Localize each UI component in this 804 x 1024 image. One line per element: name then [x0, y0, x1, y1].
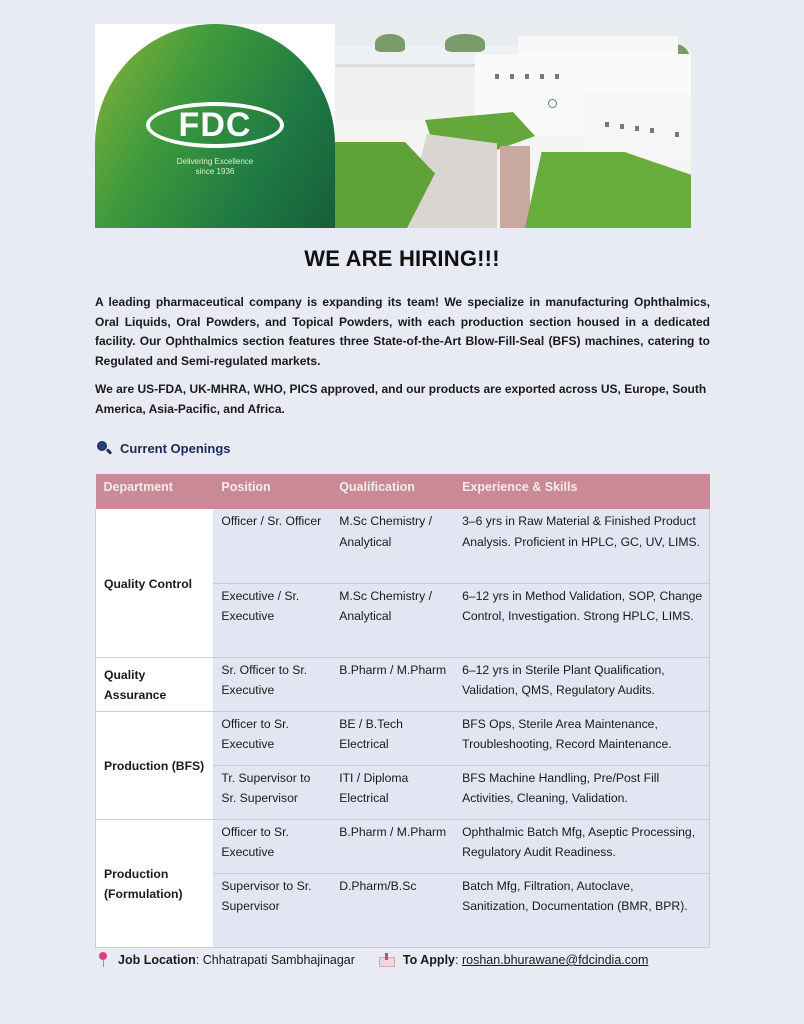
position-cell: Officer / Sr. Officer	[213, 509, 331, 583]
photo-window	[620, 124, 624, 129]
table-row	[96, 711, 710, 765]
photo-window	[650, 128, 654, 133]
label-colon: :	[455, 953, 462, 967]
header-qualification: Qualification	[331, 474, 454, 509]
header-department: Department	[96, 474, 214, 509]
position-cell: Officer to Sr. Executive	[213, 711, 331, 765]
table-row	[96, 509, 710, 583]
mail-icon	[379, 953, 395, 967]
logo-text: FDC	[178, 105, 252, 144]
experience-cell: BFS Machine Handling, Pre/Post Fill Activities, Cleaning, Validation.	[454, 765, 709, 819]
qualification-cell: M.Sc Chemistry / Analytical	[331, 583, 454, 657]
qualification-cell: B.Pharm / M.Pharm	[331, 657, 454, 711]
page-title: WE ARE HIRING!!!	[304, 246, 500, 271]
experience-cell: BFS Ops, Sterile Area Maintenance, Troubleshooting, Record Maintenance.	[454, 711, 709, 765]
photo-building-emblem	[548, 99, 557, 108]
map-pin-icon	[98, 952, 108, 968]
fdc-logo	[146, 102, 284, 148]
photo-tree	[375, 34, 405, 52]
header-banner	[95, 24, 691, 228]
photo-window	[540, 74, 544, 79]
approvals-paragraph: We are US-FDA, UK-MHRA, WHO, PICS approved, and our products are exported across US, Europe, South America, Asia-Pacific, and Africa.	[95, 382, 707, 416]
logo-tagline-line1: Delivering Excellence	[176, 157, 254, 166]
photo-window	[605, 122, 609, 127]
current-openings-heading	[96, 440, 231, 456]
experience-cell: 6–12 yrs in Method Validation, SOP, Change Control, Investigation. Strong HPLC, LIMS.	[454, 583, 709, 657]
position-cell: Executive / Sr. Executive	[213, 583, 331, 657]
qualification-cell: B.Pharm / M.Pharm	[331, 819, 454, 873]
table-row	[96, 657, 710, 711]
apply-email-link[interactable]: roshan.bhurawane@fdcindia.com	[461, 953, 649, 967]
job-location-value: Chhatrapati Sambhajinagar	[202, 953, 355, 967]
logo-tagline-line2: since 1936	[195, 167, 235, 176]
job-location-label: Job Location	[118, 953, 196, 967]
label-colon: :	[195, 953, 203, 967]
magnifier-icon	[96, 440, 112, 456]
experience-cell: 6–12 yrs in Sterile Plant Qualification, Validation, QMS, Regulatory Audits.	[454, 657, 709, 711]
photo-tree	[445, 34, 485, 52]
photo-window	[635, 126, 639, 131]
qualification-cell: D.Pharm/B.Sc	[331, 873, 454, 947]
position-cell: Officer to Sr. Executive	[213, 819, 331, 873]
department-cell: Quality Assurance	[96, 657, 214, 711]
experience-cell: Batch Mfg, Filtration, Autoclave, Sanitization, Documentation (BMR, BPR).	[454, 873, 709, 947]
photo-walkway	[500, 146, 530, 228]
photo-window	[555, 74, 559, 79]
intro-paragraph: A leading pharmaceutical company is expanding its team! We specialize in manufacturing Ophthalmics, Oral Liquids, Oral Powders, and Topical Powders, with each production section housed in a dedicated facility. Our Ophthalmics section features three State-of-the-Art Blow-Fill-Seal (BFS) machines, catering to Regulated and Semi-regulated markets.	[95, 295, 710, 368]
photo-building-left	[335, 64, 485, 120]
openings-table	[95, 474, 710, 948]
department-cell: Production (BFS)	[96, 711, 214, 819]
header-experience: Experience & Skills	[454, 474, 709, 509]
photo-window	[495, 74, 499, 79]
department-cell: Production (Formulation)	[96, 819, 214, 947]
department-cell: Quality Control	[96, 509, 214, 657]
position-cell: Sr. Officer to Sr. Executive	[213, 657, 331, 711]
photo-window	[675, 132, 679, 137]
header-position: Position	[213, 474, 331, 509]
table-row	[96, 819, 710, 873]
photo-window	[525, 74, 529, 79]
apply-label: To Apply	[402, 953, 455, 967]
facility-photo	[335, 24, 691, 228]
position-cell: Tr. Supervisor to Sr. Supervisor	[213, 765, 331, 819]
footer-contact	[98, 952, 648, 968]
fdc-logo-panel	[95, 24, 335, 228]
photo-window	[510, 74, 514, 79]
table-header-row	[96, 474, 710, 509]
qualification-cell: ITI / Diploma Electrical	[331, 765, 454, 819]
experience-cell: 3–6 yrs in Raw Material & Finished Product Analysis. Proficient in HPLC, GC, UV, LIMS.	[454, 509, 709, 583]
qualification-cell: M.Sc Chemistry / Analytical	[331, 509, 454, 583]
current-openings-label: Current Openings	[120, 440, 231, 456]
qualification-cell: BE / B.Tech Electrical	[331, 711, 454, 765]
experience-cell: Ophthalmic Batch Mfg, Aseptic Processing, Regulatory Audit Readiness.	[454, 819, 709, 873]
position-cell: Supervisor to Sr. Supervisor	[213, 873, 331, 947]
